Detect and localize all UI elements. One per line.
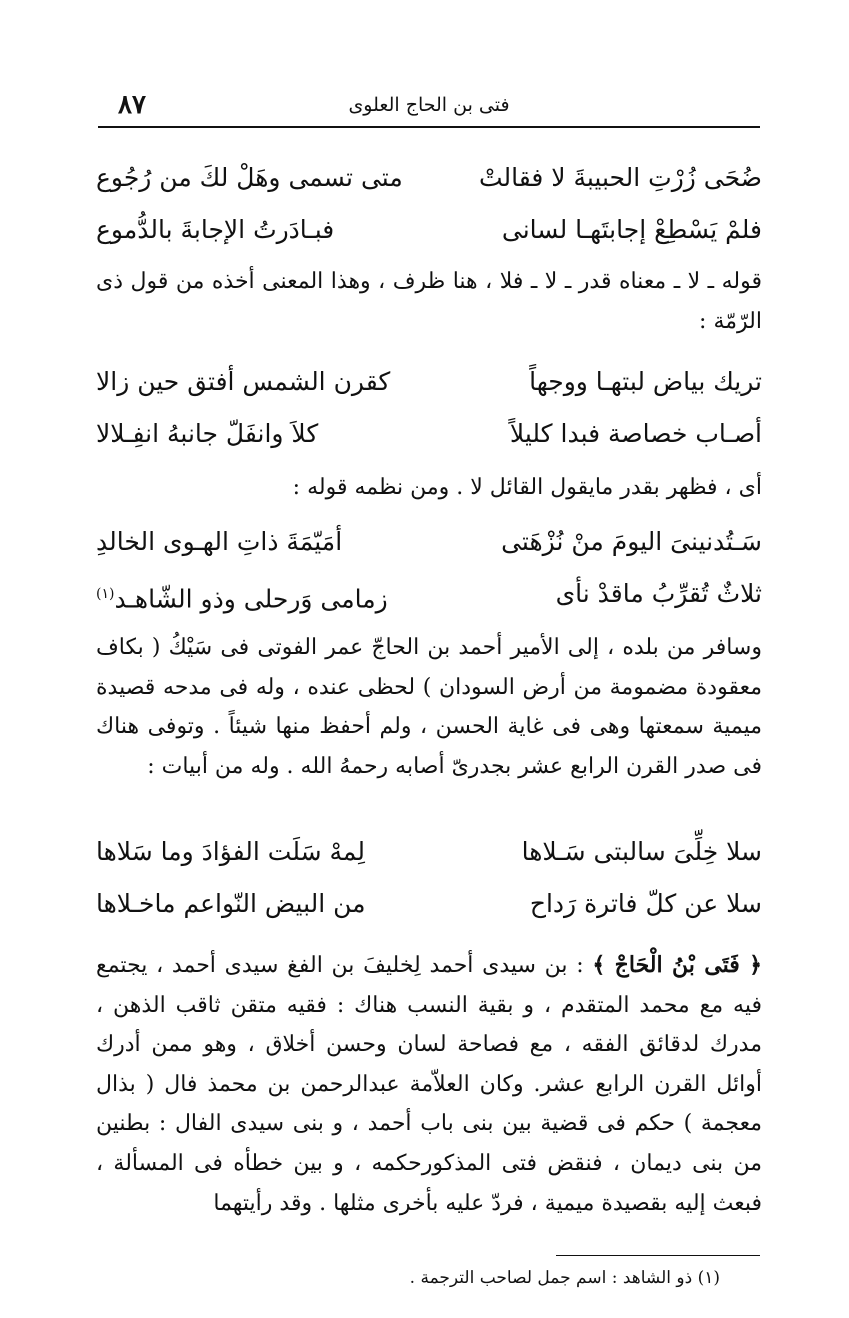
page-header bbox=[98, 86, 760, 128]
page-number: ٨٧ bbox=[118, 90, 146, 120]
verse-block-3 bbox=[96, 516, 762, 620]
hemistich-first: سلا عن كلّ فاترة رَداح bbox=[529, 889, 762, 918]
paragraph-text bbox=[96, 946, 762, 1223]
paragraph-text: وسافر من بلده ، إلى الأمير أحمد بن الحاجّ عمر الفوتى فى سَيْكُ ( بكاف معقودة مضمومة من أرض السودان ) لحظى عنده ، وله فى مدحه قصيدة ميمية سمعتها وهى فى غاية الحسن ، ولم أحفظ منها شيئاً . وتوفى هناك فى صدر القرن الرابع عشر بجدرىّ أصابه رحمهُ الله . وله من أبيات : bbox=[96, 635, 762, 779]
verse-line bbox=[96, 826, 762, 878]
hemistich-first: سلا خِلِّىَ سالبتى سَـلاها bbox=[521, 837, 762, 866]
hemistich-second: كقرن الشمس أفتق حين زالا bbox=[96, 367, 391, 396]
paragraph-text: أى ، فظهر بقدر مايقول القائل لا . ومن نظمه قوله : bbox=[292, 475, 762, 500]
footnote-marker: (١) bbox=[96, 586, 115, 602]
verse-line bbox=[96, 356, 762, 408]
section-heading: ﴿ فَتَى بْنُ الْحَاجْ ﴾ bbox=[592, 952, 762, 978]
hemistich-second: كلاَ وانفَلّ جانبهُ انفِـلالا bbox=[96, 419, 319, 448]
footnote: (١) ذو الشاهد : اسم جمل لصاحب الترجمة . bbox=[409, 1268, 720, 1288]
verse-block-1 bbox=[96, 152, 762, 256]
verse-line bbox=[96, 568, 762, 620]
paragraph-3 bbox=[96, 628, 762, 786]
running-title: فتى بن الحاج العلوى bbox=[348, 94, 510, 116]
hemistich-second: أمَيّمَةَ ذاتِ الهـوى الخالدِ bbox=[96, 527, 343, 556]
verse-block-2 bbox=[96, 356, 762, 460]
hemistich-first: ثلاثٌ تُقرِّبُ ماقدْ نأى bbox=[555, 579, 762, 608]
paragraph-text: قوله ـ لا ـ معناه قدر ـ لا ـ فلا ، هنا ظرف ، وهذا المعنى أخذه من قول ذى الرّمّة : bbox=[96, 269, 762, 334]
section-body: : بن سيدى أحمد لِخليفَ بن الفغ سيدى أحمد ، يجتمع فيه مع محمد المتقدم ، و بقية النسب هناك : فقيه متقن ثاقب الذهن ، مدرك لدقائق الفقه ، مع فصاحة لسان وحسن أخلاق ، وهو ممن أدرك أوائل القرن الرابع عشر. وكان العلاّمة عبدالرحمن بن محمذ فال ( بذال معجمة ) حكم فى قضية بين بنى باب أحمد ، و بنى سيدى الفال : بطنين من بنى ديمان ، فنقض فتى المذكورحكمه ، و بين خطأه فى المسألة ، فبعث إليه بقصيدة ميمية ، فردّ عليه بأخرى مثلها . وقد رأيتهما bbox=[96, 953, 762, 1216]
verse-line bbox=[96, 878, 762, 930]
hemistich-first: أصـاب خصاصة فبدا كليلاً bbox=[509, 419, 762, 448]
hemistich-second bbox=[96, 568, 388, 620]
hemistich-second: متى تسمى وهَلْ لكَ من رُجُوع bbox=[96, 163, 403, 192]
paragraph-1 bbox=[96, 262, 762, 341]
verse-block-4 bbox=[96, 826, 762, 930]
hemistich-second: من البيض النّواعم ماخـلاها bbox=[96, 889, 366, 918]
hemistich-first: تريك بياض لبتهـا ووجهاً bbox=[529, 367, 762, 396]
verse-line bbox=[96, 516, 762, 568]
footnote-divider bbox=[556, 1255, 760, 1256]
biography-section bbox=[96, 946, 762, 1223]
hemistich-text: زمامى وَرحلى وذو الشّاهـد bbox=[114, 584, 388, 614]
verse-line bbox=[96, 152, 762, 204]
hemistich-second: لِمهْ سَلَت الفؤادَ وما سَلاها bbox=[96, 837, 365, 866]
hemistich-first: ضُحَى زُرْتِ الحبيبةَ لا فقالتْ bbox=[478, 163, 762, 192]
verse-line bbox=[96, 408, 762, 460]
paragraph-2 bbox=[96, 468, 762, 508]
hemistich-second: فبـادَرتُ الإجابةَ بالدُّموع bbox=[96, 215, 335, 244]
hemistich-first: سَـتُدنينىَ اليومَ منْ نُزْهَتى bbox=[501, 527, 762, 556]
verse-line bbox=[96, 204, 762, 256]
hemistich-first: فلمْ يَسْطِعْ إجابتَهـا لسانى bbox=[501, 215, 762, 244]
